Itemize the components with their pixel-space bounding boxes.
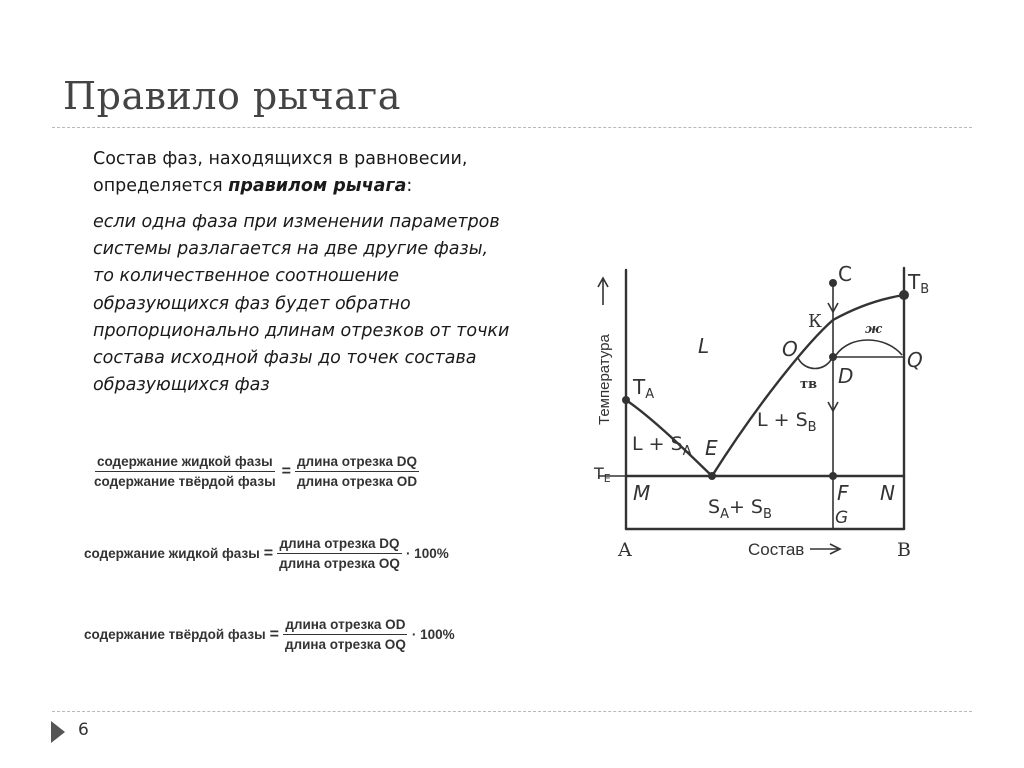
formula-rhs-numerator: длина отрезка DQ [277,536,401,554]
formula-rhs-denominator: длина отрезка OQ [284,637,406,652]
label-K: К [808,311,822,332]
equals-sign: = [281,462,291,480]
label-TB: $T_B$ [908,270,930,297]
formula-ratio [92,454,419,489]
formula-lhs-denominator: содержание твёрдой фазы [94,474,276,489]
formula-lhs-fraction [92,454,278,489]
label-G: G [835,508,849,528]
label-L: L [698,334,710,358]
page-number: 6 [78,720,89,740]
label-TA: $T_A$ [633,375,655,402]
intro-text: Состав фаз, находящихся в равновесии, определяется [93,149,468,196]
intro-bold-term: правилом рычага [228,176,407,196]
label-F: F [837,481,849,505]
label-tv: тв [800,377,818,392]
label-TE: TE [594,464,611,485]
label-B: B [897,539,911,561]
footer-divider [52,711,972,712]
x-axis-label: Состав [748,540,805,559]
intro-colon: : [406,176,413,196]
equals-sign: = [269,625,279,643]
point-C [829,279,837,287]
formula-rhs-fraction [277,536,402,571]
phase-diagram [570,255,950,565]
formula-rhs-numerator: длина отрезка OD [283,617,407,635]
formula-lhs-numerator: содержание жидкой фазы [95,454,275,472]
label-D: D [838,364,854,388]
formula-multiplier: · 100% [405,546,449,561]
formula-lhs: содержание жидкой фазы [84,546,260,561]
lever-rule-statement: если одна фаза при изменении параметров системы разлагается на две другие фазы, то количественное соотношение образующихся фаз будет обратно пропорционально длинам отрезков от точки состава исходной фазы до точек состава образующихся фаз [93,212,510,396]
slide-title: Правило рычага [63,74,401,118]
point-E [708,472,716,480]
label-N: N [880,481,895,505]
label-O: O [782,337,798,361]
label-E: E [705,436,718,460]
y-axis-label: Температура [596,334,613,425]
formula-rhs-fraction [295,454,419,489]
label-M: M [633,481,651,505]
formula-rhs-numerator: длина отрезка DQ [295,454,419,472]
region-L-SA: $L + S_A$ [632,433,692,459]
point-TA [622,396,630,404]
region-SA-SB: $S_A+ S_B$ [708,496,772,522]
intro-paragraph [93,146,513,200]
label-C: C [838,262,852,286]
point-F [829,472,837,480]
formula-liquid-percent [84,536,449,571]
formula-solid-percent [84,617,455,652]
equals-sign: = [263,544,274,562]
label-A: A [618,539,632,561]
play-arrow-icon [51,721,65,743]
formula-rhs-denominator: длина отрезка OQ [279,556,400,571]
region-L-SB: $L + S_B$ [757,409,817,435]
formula-lhs: содержание твёрдой фазы [84,627,266,642]
liquid-arc [836,340,902,355]
formula-multiplier: · 100% [411,627,455,642]
solid-arc [798,358,832,369]
label-zh: ж [865,322,882,337]
title-divider [52,127,972,128]
label-Q: Q [907,348,923,372]
formula-rhs-fraction [283,617,408,652]
formula-rhs-denominator: длина отрезка OD [296,474,418,489]
point-D [829,353,837,361]
